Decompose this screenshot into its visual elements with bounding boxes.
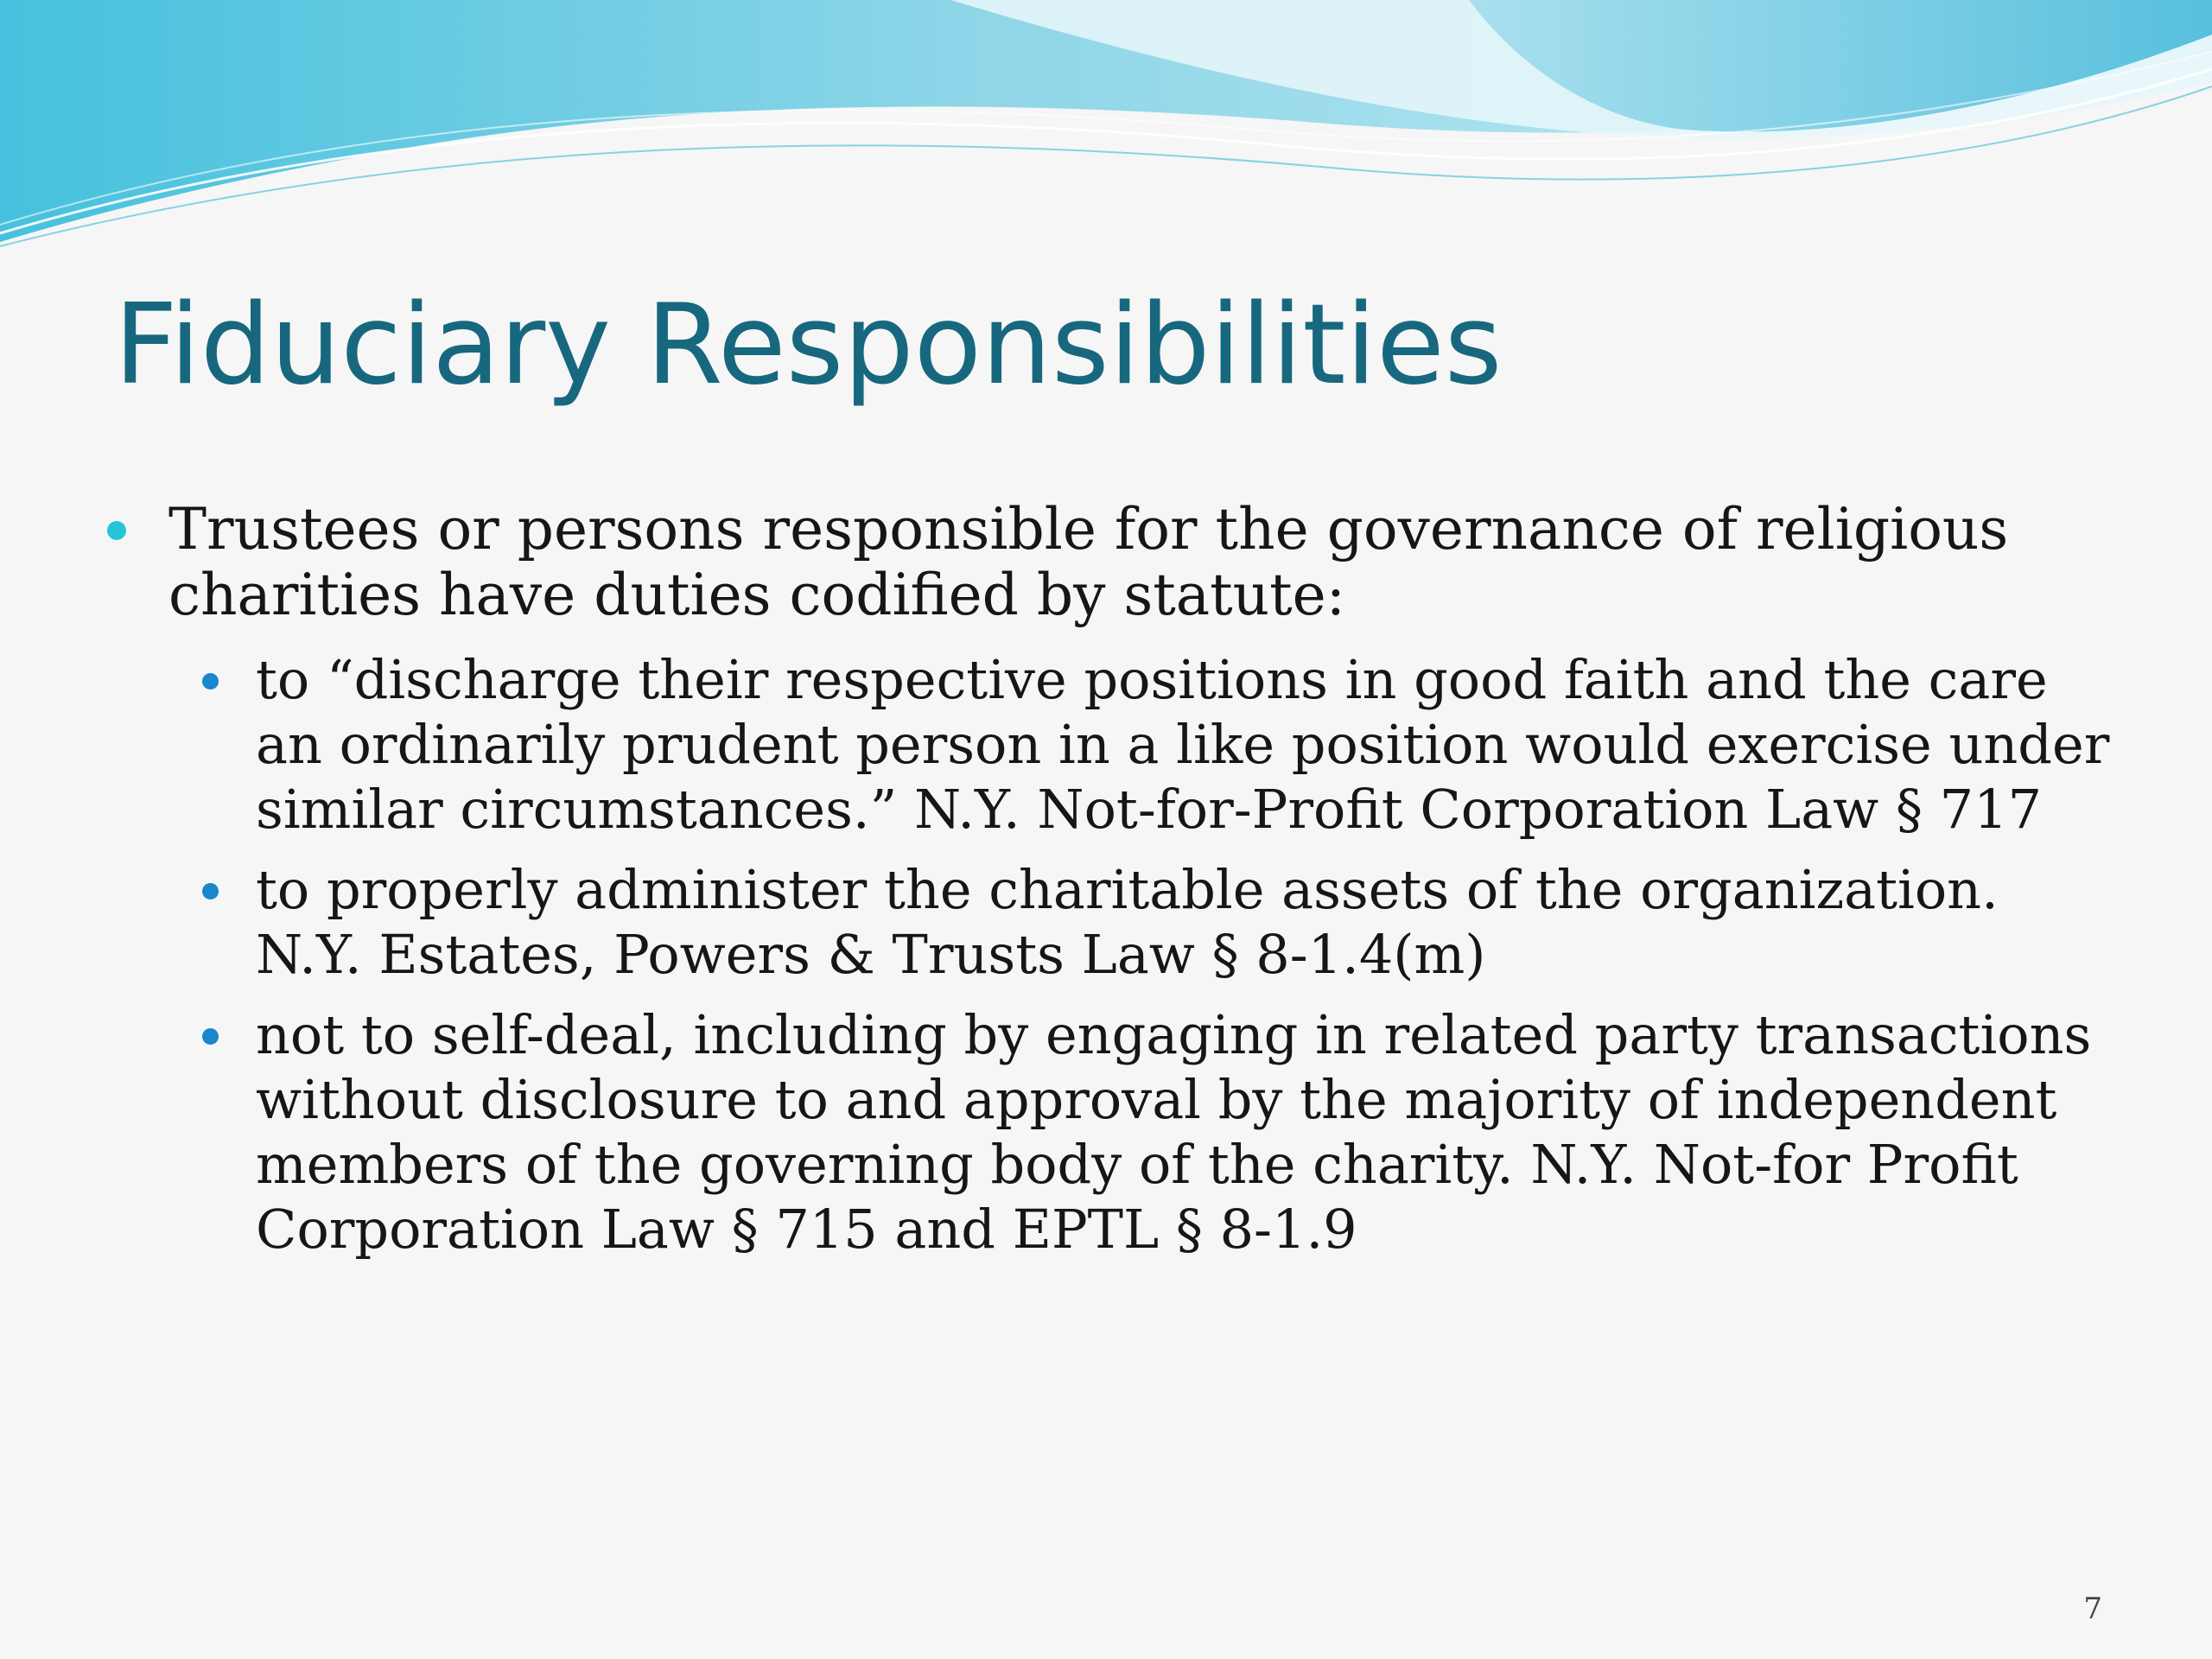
slide-title: Fiduciary Responsibilities: [114, 281, 1503, 410]
bullet-dot-icon: [202, 673, 219, 690]
bullet-dot-icon: [107, 521, 126, 540]
sub-bullet-item: [256, 647, 2117, 842]
bullet-item: [104, 497, 2117, 628]
bullet-dot-icon: [202, 883, 219, 899]
decorative-wave-header: [0, 0, 2212, 259]
sub-bullet-text: to “discharge their respective positions in good faith and the care an ordinarily prudent person in a like position would exercise under similar circumstances.” N.Y. Not-for-Profit Corporation Law § 717: [256, 648, 2110, 841]
sub-bullet-item: [256, 1002, 2117, 1262]
page-number: 7: [2083, 1592, 2102, 1626]
sub-bullet-text: to properly administer the charitable assets of the organization. N.Y. Estates, Powers & Trusts Law § 8-1.4(m): [256, 858, 1999, 986]
sub-bullet-text: not to self-deal, including by engaging in related party transactions without disclosure to and approval by the majority of independent members of the governing body of the charity. N.Y. Not-for Profit Corporation Law § 715 and EPTL § 8-1.9: [256, 1003, 2092, 1261]
bullet-dot-icon: [202, 1028, 219, 1045]
bullet-text: Trustees or persons responsible for the governance of religious charities have duties codified by statute:: [168, 496, 2009, 628]
sub-bullet-item: [256, 857, 2117, 987]
slide-body: [104, 497, 2117, 1262]
